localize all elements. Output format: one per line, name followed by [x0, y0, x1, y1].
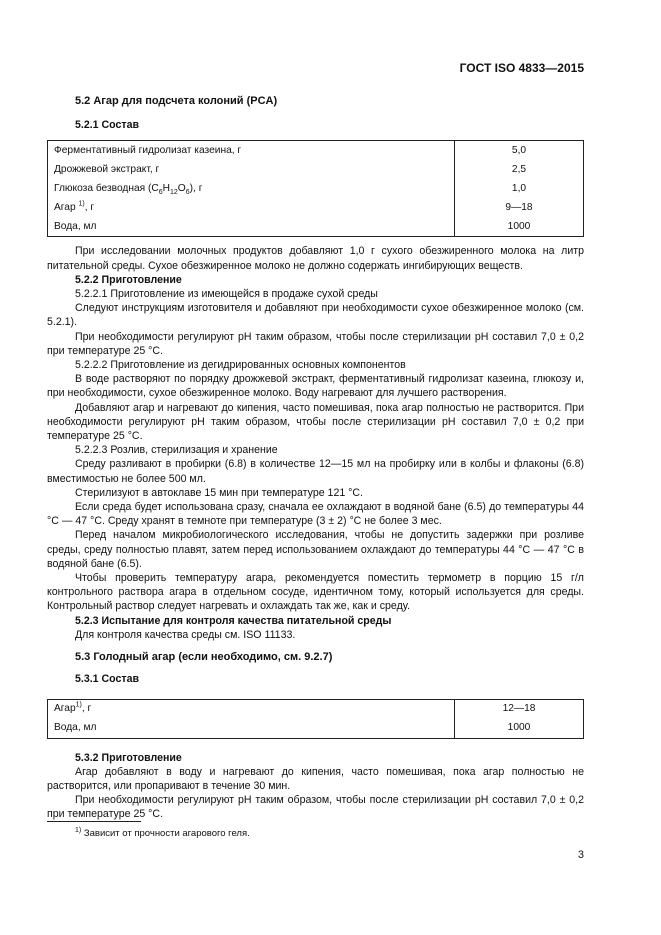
paragraph: Для контроля качества среды см. ISO 11133.: [75, 628, 296, 641]
table-row: [48, 141, 584, 161]
ingredient-name: [48, 179, 455, 198]
composition-table-2: [47, 699, 584, 739]
paragraph: Если среда будет использована сразу, сначала ее охлаждают в водяной бане (6.5) до температуры 44 °C — 47 °C. Среду хранят в темноте при температуре (3 ± 2) °C не более 3 мес.: [47, 501, 584, 528]
ingredient-amount: 1000: [455, 217, 584, 237]
paragraph: Добавляют агар и нагревают до кипения, часто помешивая, пока агар полностью не растворится. При необходимости регулируют pH таким образом, чтобы после стерилизации pH составил 7,0 ± 0,2 при температуре 25 °C.: [47, 401, 584, 443]
paragraph: Следуют инструкциям изготовителя и добавляют при необходимости сухое обезжиренное молоко (см. 5.2.1).: [47, 302, 584, 329]
section-5-3-2-title: 5.3.2 Приготовление: [75, 751, 182, 764]
formula-part: H: [162, 182, 170, 194]
ingredient-amount: 1,0: [455, 179, 584, 198]
footnote-mark: 1): [75, 826, 82, 834]
paragraph: Чтобы проверить температуру агара, рекомендуется поместить термометр в порцию 15 г/л контрольного раствора агара в отдельном сосуде, идентичном тому, который используется для среды. Контрольный раствор следует нагревать и охлаждать так же, как и среду.: [47, 572, 584, 613]
ingredient-amount: 5,0: [455, 141, 584, 161]
section-5-2-3-title: 5.2.3 Испытание для контроля качества питательной среды: [75, 614, 392, 627]
paragraph: Агар добавляют в воду и нагревают до кипения, часто помешивая, пока агар полностью не растворится, или пропаривают в течение 30 мин.: [47, 765, 584, 792]
table-row: [48, 217, 584, 237]
document-header: ГОСТ ISO 4833—2015: [459, 61, 584, 75]
formula-subscript: 6: [185, 188, 190, 196]
section-5-3-title: 5.3 Голодный агар (если необходимо, см. 9.2.7): [75, 651, 333, 664]
ingredient-amount: 1000: [455, 719, 584, 739]
paragraph: При необходимости регулируют pH таким образом, чтобы после стерилизации pH составил 7,0 ± 0,2 при температуре 25 °C.: [47, 794, 584, 821]
page-number: 3: [577, 849, 584, 861]
ingredient-label: Агар: [54, 702, 76, 714]
footnote-ref: 1): [78, 200, 85, 208]
section-5-3-1-title: 5.3.1 Состав: [75, 673, 139, 686]
composition-table-1: [47, 140, 584, 237]
footnote-text: Зависит от прочности агарового геля.: [81, 828, 250, 839]
page-content: [47, 94, 584, 822]
formula-subscript: 6: [158, 188, 163, 196]
paragraph: Перед началом микробиологического исследования, чтобы не допустить задержки при розливе среды, среду полностью плавят, затем перед использованием охлаждают до температуры 44 °C — 47 °C в водяной бане (6.5).: [47, 529, 584, 570]
section-5-2-title: 5.2 Агар для подсчета колоний (PCA): [75, 95, 278, 107]
ingredient-amount: 2,5: [455, 160, 584, 179]
table-row: [48, 179, 584, 198]
subsection-title: 5.2.2.2 Приготовление из дегидрированных основных компонентов: [75, 359, 406, 372]
footnote: [75, 828, 250, 839]
table-row: [48, 699, 584, 719]
formula-part: ), г: [189, 182, 203, 194]
paragraph: В воде растворяют по порядку дрожжевой экстракт, ферментативный гидролизат казеина, глюкозу и, при необходимости, сухое обезжиренное молоко. Воду нагревают для лучшего растворения.: [47, 373, 584, 400]
subsection-title: 5.2.2.3 Розлив, стерилизация и хранение: [75, 444, 278, 457]
paragraph: При необходимости регулируют pH таким образом, чтобы после стерилизации pH составил 7,0 ± 0,2 при температуре 25 °C.: [47, 330, 584, 357]
paragraph: Среду разливают в пробирки (6.8) в количестве 12—15 мл на пробирку или в колбы и флаконы (6.8) вместимостью не более 500 мл.: [47, 458, 584, 485]
ingredient-name: Вода, мл: [48, 217, 455, 237]
footnote-divider: [47, 821, 141, 822]
ingredient-name: Дрожжевой экстракт, г: [48, 160, 455, 179]
ingredient-amount: 12—18: [455, 699, 584, 719]
ingredient-name: Вода, мл: [48, 719, 455, 739]
ingredient-name: Ферментативный гидролизат казеина, г: [48, 141, 455, 161]
ingredient-label: Агар: [54, 201, 79, 213]
paragraph: Стерилизуют в автоклаве 15 мин при температуре 121 °C.: [75, 486, 364, 499]
ingredient-name: [48, 699, 455, 719]
formula-part: Глюкоза безводная (C: [54, 182, 159, 194]
ingredient-unit: , г: [84, 201, 95, 213]
table-row: [48, 198, 584, 217]
formula-part: O: [177, 182, 186, 194]
footnote-ref: 1): [75, 701, 82, 709]
ingredient-amount: 9—18: [455, 198, 584, 217]
section-5-2-1-title: 5.2.1 Состав: [75, 119, 139, 132]
paragraph: При исследовании молочных продуктов добавляют 1,0 г сухого обезжиренного молока на литр питательной среды. Сухое обезжиренное молоко не должно содержать ингибирующих веществ.: [47, 245, 584, 272]
section-5-2-2-title: 5.2.2 Приготовление: [75, 273, 182, 286]
formula-subscript: 12: [170, 188, 178, 196]
ingredient-unit: , г: [81, 702, 92, 714]
table-row: [48, 719, 584, 739]
ingredient-name: [48, 198, 455, 217]
subsection-title: 5.2.2.1 Приготовление из имеющейся в продаже сухой среды: [75, 288, 378, 301]
table-row: [48, 160, 584, 179]
